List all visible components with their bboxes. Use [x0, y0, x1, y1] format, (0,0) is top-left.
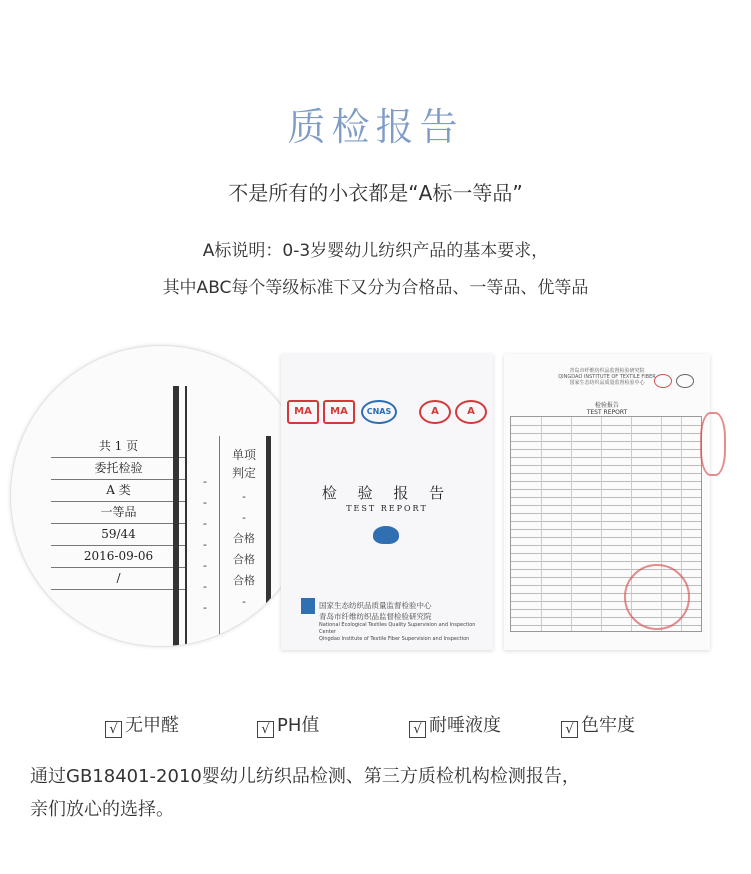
check-item: √ 耐唾液度	[409, 711, 501, 738]
cert-logo-icon	[654, 374, 672, 388]
table-gridline	[511, 473, 701, 474]
table-gridline	[511, 529, 701, 530]
cma-logo: MA	[287, 400, 319, 424]
zoom-divider	[173, 386, 179, 646]
seam-stamp	[700, 412, 726, 476]
cover-institute: 国家生态纺织品质量监督检验中心 青岛市纤维纺织品监督检验研究院 National Ecological Textiles Quality Supervision and Inspection Center Qingdao Institute of Textile Fiber Supervision and Inspection	[319, 601, 476, 642]
report-header: 青岛市纤维纺织品监督检验研究院 QINGDAO INSTITUTE OF TEXTILE FIBER 国家生态纺织品质量监督检验中心	[558, 368, 656, 386]
table-gridline	[511, 553, 701, 554]
table-gridline	[511, 505, 701, 506]
report-title: 检验报告 TEST REPORT	[586, 402, 628, 416]
table-gridline	[511, 489, 701, 490]
cal-logo: A	[455, 400, 487, 424]
check-item: √ 无甲醛	[105, 711, 179, 738]
zoom-cell: 一等品	[51, 502, 186, 524]
table-gridline	[511, 449, 701, 450]
subtitle: 不是所有的小衣都是“A标一等品”	[228, 181, 523, 205]
zoom-cell: /	[51, 568, 186, 590]
table-gridline	[541, 417, 542, 631]
zoom-left-column	[51, 436, 186, 590]
table-gridline	[511, 425, 701, 426]
zoom-cell: 2016-09-06	[51, 546, 186, 568]
checkbox-icon: √	[105, 721, 122, 738]
description-line-1: A标说明：0-3岁婴幼儿纺织产品的基本要求，	[202, 241, 549, 261]
cma-logo: MA	[323, 400, 355, 424]
page-title: 质检报告	[287, 105, 464, 149]
report-cover	[281, 354, 493, 650]
cnas-logo: CNAS	[361, 400, 397, 424]
report-page	[504, 354, 710, 650]
table-gridline	[511, 521, 701, 522]
zoom-divider	[219, 436, 220, 646]
report-zoom-magnifier	[10, 345, 312, 647]
checkbox-icon: √	[257, 721, 274, 738]
checkbox-icon: √	[561, 721, 578, 738]
table-gridline	[511, 513, 701, 514]
table-gridline	[511, 465, 701, 466]
zoom-cell: 共 1 页	[51, 436, 186, 458]
checkbox-icon: √	[409, 721, 426, 738]
cover-title: 检 验 报 告	[321, 484, 453, 502]
table-gridline	[601, 417, 602, 631]
cover-subtitle: TEST REPORT	[346, 504, 428, 513]
institute-emblem-icon	[373, 526, 399, 544]
table-gridline	[511, 481, 701, 482]
footer-text: 通过GB18401-2010婴幼儿纺织品检测、第三方质检机构检测报告， 亲们放心的选择。	[30, 766, 580, 820]
zoom-judge-header: 单项 判定	[231, 448, 256, 480]
institute-logo-icon	[301, 598, 315, 614]
official-stamp	[624, 564, 690, 630]
table-gridline	[511, 545, 701, 546]
check-item: √ PH值	[257, 711, 319, 738]
table-gridline	[511, 497, 701, 498]
description-line-2: 其中ABC每个等级标准下又分为合格品、一等品、优等品	[162, 278, 589, 298]
cert-logo-icon	[676, 374, 694, 388]
cal-logo: A	[419, 400, 451, 424]
zoom-judge-column: - - 合格 合格 合格 - -	[233, 490, 255, 629]
table-gridline	[511, 561, 701, 562]
table-gridline	[511, 441, 701, 442]
zoom-cell: 59/44	[51, 524, 186, 546]
table-gridline	[511, 537, 701, 538]
zoom-divider	[266, 436, 271, 646]
check-item: √ 色牢度	[561, 711, 635, 738]
table-gridline	[511, 457, 701, 458]
table-gridline	[571, 417, 572, 631]
zoom-mid-column: - - - - - - -	[203, 475, 207, 614]
zoom-cell: A 类	[51, 480, 186, 502]
table-gridline	[511, 433, 701, 434]
zoom-cell: 委托检验	[51, 458, 186, 480]
zoom-divider	[185, 386, 187, 646]
